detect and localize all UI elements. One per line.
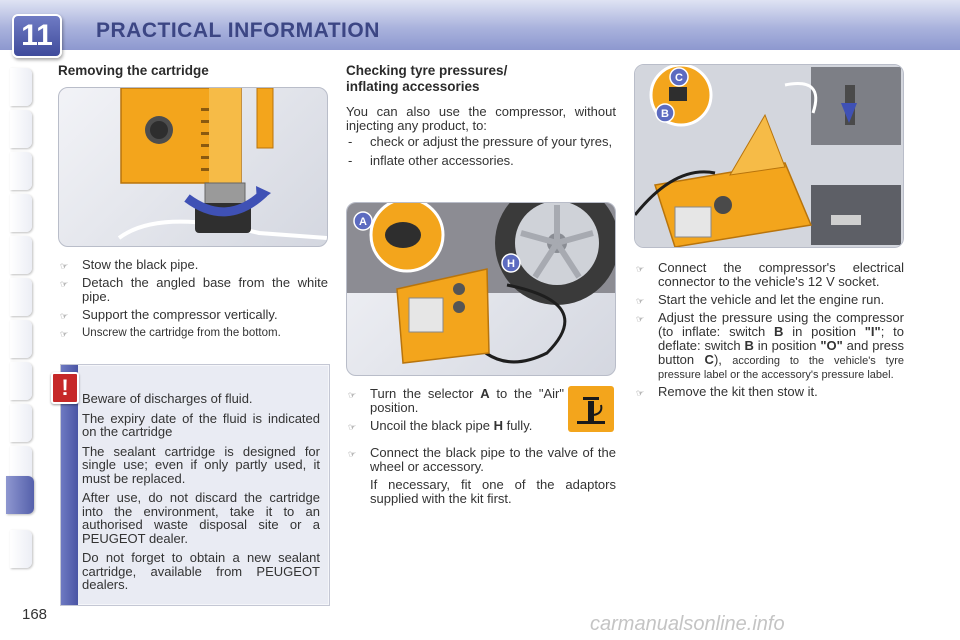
side-tab[interactable] <box>10 362 32 400</box>
intro-paragraph: You can also use the compressor, without injecting any product, to: <box>346 104 616 133</box>
hand-pointer-icon: ☞ <box>60 329 69 339</box>
section-title-removing-cartridge: Removing the cartridge <box>58 63 209 78</box>
image-label-h: H <box>507 258 515 270</box>
hand-pointer-icon: ☞ <box>60 311 69 321</box>
side-tab[interactable] <box>10 68 32 106</box>
warning-paragraph: Do not forget to obtain a new sealant cartridge, available from PEUGEOT dealers. <box>82 550 320 592</box>
image-label-a: A <box>359 216 367 228</box>
watermark: carmanualsonline.info <box>590 613 785 635</box>
side-tab[interactable] <box>10 530 32 568</box>
list-item: ☞ Connect the black pipe to the valve of the wheel or accessory. If necessary, fit one of the adaptors supplied with the kit first. <box>348 445 616 506</box>
list-item: ☞ Start the vehicle and let the engine run. <box>636 292 885 307</box>
warning-text <box>82 392 320 598</box>
side-tab[interactable] <box>10 194 32 232</box>
warning-paragraph: Beware of discharges of fluid. <box>82 391 253 406</box>
warning-paragraph: The expiry date of the fluid is indicated on the cartridge <box>82 410 320 439</box>
hand-pointer-icon: ☞ <box>636 314 645 324</box>
side-tab[interactable] <box>10 320 32 358</box>
hand-pointer-icon: ☞ <box>60 261 69 271</box>
inflating-steps-part2 <box>346 446 616 510</box>
list-item: ☞ Adjust the pressure using the compressor (to inflate: switch B in position "I"; to deflate: switch B in position "O" and press button C), according to the vehicle's tyre pressure label or the accessory's pressure label. <box>636 310 904 381</box>
exclamation-icon: ! <box>51 372 79 404</box>
hand-pointer-icon: ☞ <box>636 296 645 306</box>
image-label-b: B <box>661 108 669 120</box>
list-item: ☞ Unscrew the cartridge from the bottom. <box>60 327 281 339</box>
compressor-connection-illustration <box>634 64 904 248</box>
chapter-side-tabs <box>0 64 36 576</box>
hand-pointer-icon: ☞ <box>348 422 357 432</box>
side-tab[interactable] <box>10 404 32 442</box>
page-number: 168 <box>22 606 48 623</box>
image-label-c: C <box>675 72 683 84</box>
compressor-uses-list <box>346 135 616 173</box>
warning-paragraph: After use, do not discard the cartridge into the environment, take it to an authorised waste disposal site or a PEUGEOT dealer. <box>82 490 320 546</box>
side-tab[interactable] <box>10 278 32 316</box>
hand-pointer-icon: ☞ <box>636 388 645 398</box>
list-item: ☞ Turn the selector A to the "Air" position. <box>348 386 564 415</box>
section-title-checking-pressures: Checking tyre pressures/ inflating accessories <box>346 63 508 94</box>
list-item: - check or adjust the pressure of your tyres, <box>348 134 613 149</box>
adaptor-note: If necessary, fit one of the adaptors supplied with the kit first. <box>370 477 616 506</box>
tyre-pump-icon <box>568 386 614 432</box>
list-item: ☞ Stow the black pipe. <box>60 257 199 272</box>
hand-pointer-icon: ☞ <box>636 264 645 274</box>
list-item: ☞ Connect the compressor's electrical connector to the vehicle's 12 V socket. <box>636 260 904 289</box>
list-item: ☞ Remove the kit then stow it. <box>636 384 818 399</box>
chapter-number-badge: 11 <box>12 14 62 58</box>
warning-paragraph: The sealant cartridge is designed for single use; even if only partly used, it must be replaced. <box>82 443 320 486</box>
list-item: ☞ Uncoil the black pipe H fully. <box>348 418 533 433</box>
hand-pointer-icon: ☞ <box>60 279 69 289</box>
list-item: ☞ Detach the angled base from the white pipe. <box>60 275 328 304</box>
side-tab[interactable] <box>10 110 32 148</box>
side-tab[interactable] <box>10 236 32 274</box>
side-tab[interactable] <box>10 152 32 190</box>
side-tab-active[interactable] <box>6 476 34 514</box>
hand-pointer-icon: ☞ <box>348 449 357 459</box>
list-item: - inflate other accessories. <box>348 153 514 168</box>
page-title: PRACTICAL INFORMATION <box>96 19 380 42</box>
connection-steps <box>634 261 904 403</box>
hand-pointer-icon: ☞ <box>348 390 357 400</box>
list-item: ☞ Support the compressor vertically. <box>60 307 278 322</box>
cartridge-removal-illustration <box>58 87 328 247</box>
inflating-steps-part1 <box>346 387 564 437</box>
inflating-tyre-illustration <box>346 202 616 376</box>
removing-cartridge-steps <box>58 258 328 344</box>
